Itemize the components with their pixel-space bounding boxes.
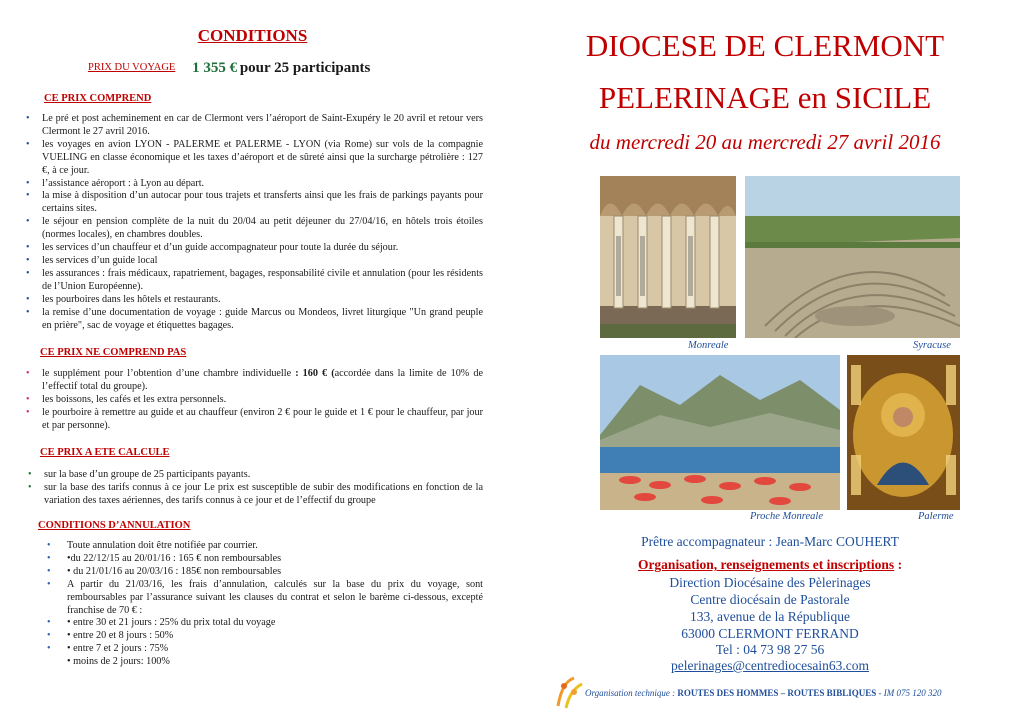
list-item: • les boissons, les cafés et les extra personnels. <box>24 394 483 407</box>
address-line-3: 133, avenue de la République <box>689 609 851 624</box>
conditions-title: CONDITIONS <box>197 26 308 45</box>
list-item: • les services d’un chauffeur et d’un guide accompagnateur pour toute la durée du séjour. <box>24 242 483 255</box>
list-item: • le séjour en pension complète de la nuit du 20/04 au petit déjeuner du 27/04/16, en hôtels trois étoiles (normes locales), en chambres doubles. <box>24 216 483 242</box>
address-line-4: 63000 CLERMONT FERRAND <box>681 626 859 641</box>
mosaic-image <box>847 355 960 510</box>
calculation-title: CE PRIX A ETE CALCULE <box>40 447 170 458</box>
footer-company: ROUTES DES HOMMES – ROUTES BIBLIQUES <box>677 688 877 698</box>
list-item: • sur la base d’un groupe de 25 participants payants. <box>26 469 483 482</box>
list-item: • A partir du 21/03/16, les frais d’annulation, calculés sur la base du prix du voyage, sont remboursables par l’assurance suivant les clauses du contrat et selon le barème ci-dessous, excepté franchise de 70 € : <box>31 579 483 618</box>
list-item: • Le pré et post acheminement en car de Clermont vers l’aéroport de Saint-Exupéry le 20 avril et retour vers Clermont le 27 avril 2016. <box>24 113 483 139</box>
list-item: • • entre 30 et 21 jours : 25% du prix total du voyage <box>31 617 483 630</box>
list-item: • Toute annulation doit être notifiée par courrier. <box>31 540 483 553</box>
list-item: • l’assistance aéroport : à Lyon au départ. <box>24 178 483 191</box>
calculation-list <box>26 469 483 508</box>
list-item: • •du 22/12/15 au 20/01/16 : 165 € non remboursables <box>31 553 483 566</box>
footer-licence: - IM 075 120 320 <box>876 688 942 698</box>
organisation-title: Organisation, renseignements et inscriptions <box>637 557 895 572</box>
excludes-list <box>24 368 483 433</box>
syracuse-photo <box>745 176 960 338</box>
footer-prefix: Organisation technique : <box>585 688 678 698</box>
list-item: • moins de 2 jours: 100% <box>67 656 170 668</box>
caption-monreale: Monreale <box>688 340 729 351</box>
price-value: 1 355 € <box>192 60 238 76</box>
priest-line: Prêtre accompagnateur : Jean-Marc COUHERT <box>641 534 899 549</box>
syracuse-image <box>745 176 960 338</box>
routes-logo-icon <box>552 672 588 712</box>
excludes-item1-text: le supplément pour l’obtention d’une chambre individuelle <box>42 368 296 379</box>
list-item: • les voyages en avion LYON - PALERME et PALERME - LYON (via Rome) sur vols de la compagnie VUELING en classe économique et les taxes d’aéroport et de sûreté ainsi que la surcharge pétrolière : 127 €, à ce jour. <box>24 139 483 178</box>
monreale-image <box>600 176 736 338</box>
list-item: • sur la base des tarifs connus à ce jour Le prix est susceptible de subir des modifications en fonction de la variation des taxes aériennes, des tarifs connus à ce jour et de l’effectif du groupe <box>26 482 483 508</box>
list-item: • • entre 7 et 2 jours : 75% <box>31 643 483 656</box>
footer-organisation <box>585 688 941 698</box>
cancellation-title: CONDITIONS D’ANNULATION <box>38 520 191 531</box>
list-item <box>24 368 483 394</box>
beach-image <box>600 355 840 510</box>
phone-line: Tel : 04 73 98 27 56 <box>715 642 825 657</box>
monreale-photo <box>600 176 736 338</box>
organisation-colon: : <box>894 557 903 572</box>
list-item: • le pourboire à remettre au guide et au chauffeur (environ 2 € pour le guide et 1 € pour le chauffeur, par jour et par personne). <box>24 407 483 433</box>
email-address[interactable]: pelerinages@centrediocesain63.com <box>671 658 869 673</box>
price-participants: pour 25 participants <box>239 60 371 76</box>
address-line-2: Centre diocésain de Pastorale <box>690 592 850 607</box>
list-item: • • du 21/01/16 au 20/03/16 : 185€ non remboursables <box>31 566 483 579</box>
organisation-heading <box>600 557 940 573</box>
list-item: • la remise d’une documentation de voyage : guide Marcus ou Mondeos, livret liturgique "Un grand peuple en prière", sac de voyage et étiquettes bagages. <box>24 307 483 333</box>
excludes-item1-price: : 160 € ( <box>295 368 335 379</box>
excludes-item1-note: accordée dans la limite de 10% de l’effectif total du groupe). <box>42 368 483 392</box>
price-line <box>88 60 370 77</box>
cancellation-list <box>31 540 483 669</box>
excludes-title: CE PRIX NE COMPREND PAS <box>40 347 187 358</box>
includes-title: CE PRIX COMPREND <box>44 93 152 104</box>
address-line-1: Direction Diocésaine des Pèlerinages <box>669 575 871 590</box>
caption-syracuse: Syracuse <box>913 340 951 351</box>
list-item: • les services d’un guide local <box>24 255 483 268</box>
list-item: • la mise à disposition d’un autocar pour tous trajets et transferts ainsi que les frais de parkings payants pour certains sites. <box>24 190 483 216</box>
list-item: • les pourboires dans les hôtels et restaurants. <box>24 294 483 307</box>
caption-palerme: Palerme <box>918 511 954 522</box>
list-item: • • entre 20 et 8 jours : 50% <box>31 630 483 643</box>
price-label: PRIX DU VOYAGE <box>88 62 176 73</box>
diocese-title: DIOCESE DE CLERMONT <box>585 28 945 63</box>
palerme-photo <box>847 355 960 510</box>
includes-list <box>24 113 483 332</box>
caption-proche-monreale: Proche Monreale <box>750 511 823 522</box>
pilgrimage-title: PELERINAGE en SICILE <box>598 80 932 115</box>
trip-dates: du mercredi 20 au mercredi 27 avril 2016 <box>589 130 941 154</box>
email-link[interactable] <box>600 658 940 674</box>
list-item: • les assurances : frais médicaux, rapatriement, bagages, responsabilité civile et annulation (pour les résidents de l’Union Européenne). <box>24 268 483 294</box>
proche-monreale-photo <box>600 355 840 510</box>
